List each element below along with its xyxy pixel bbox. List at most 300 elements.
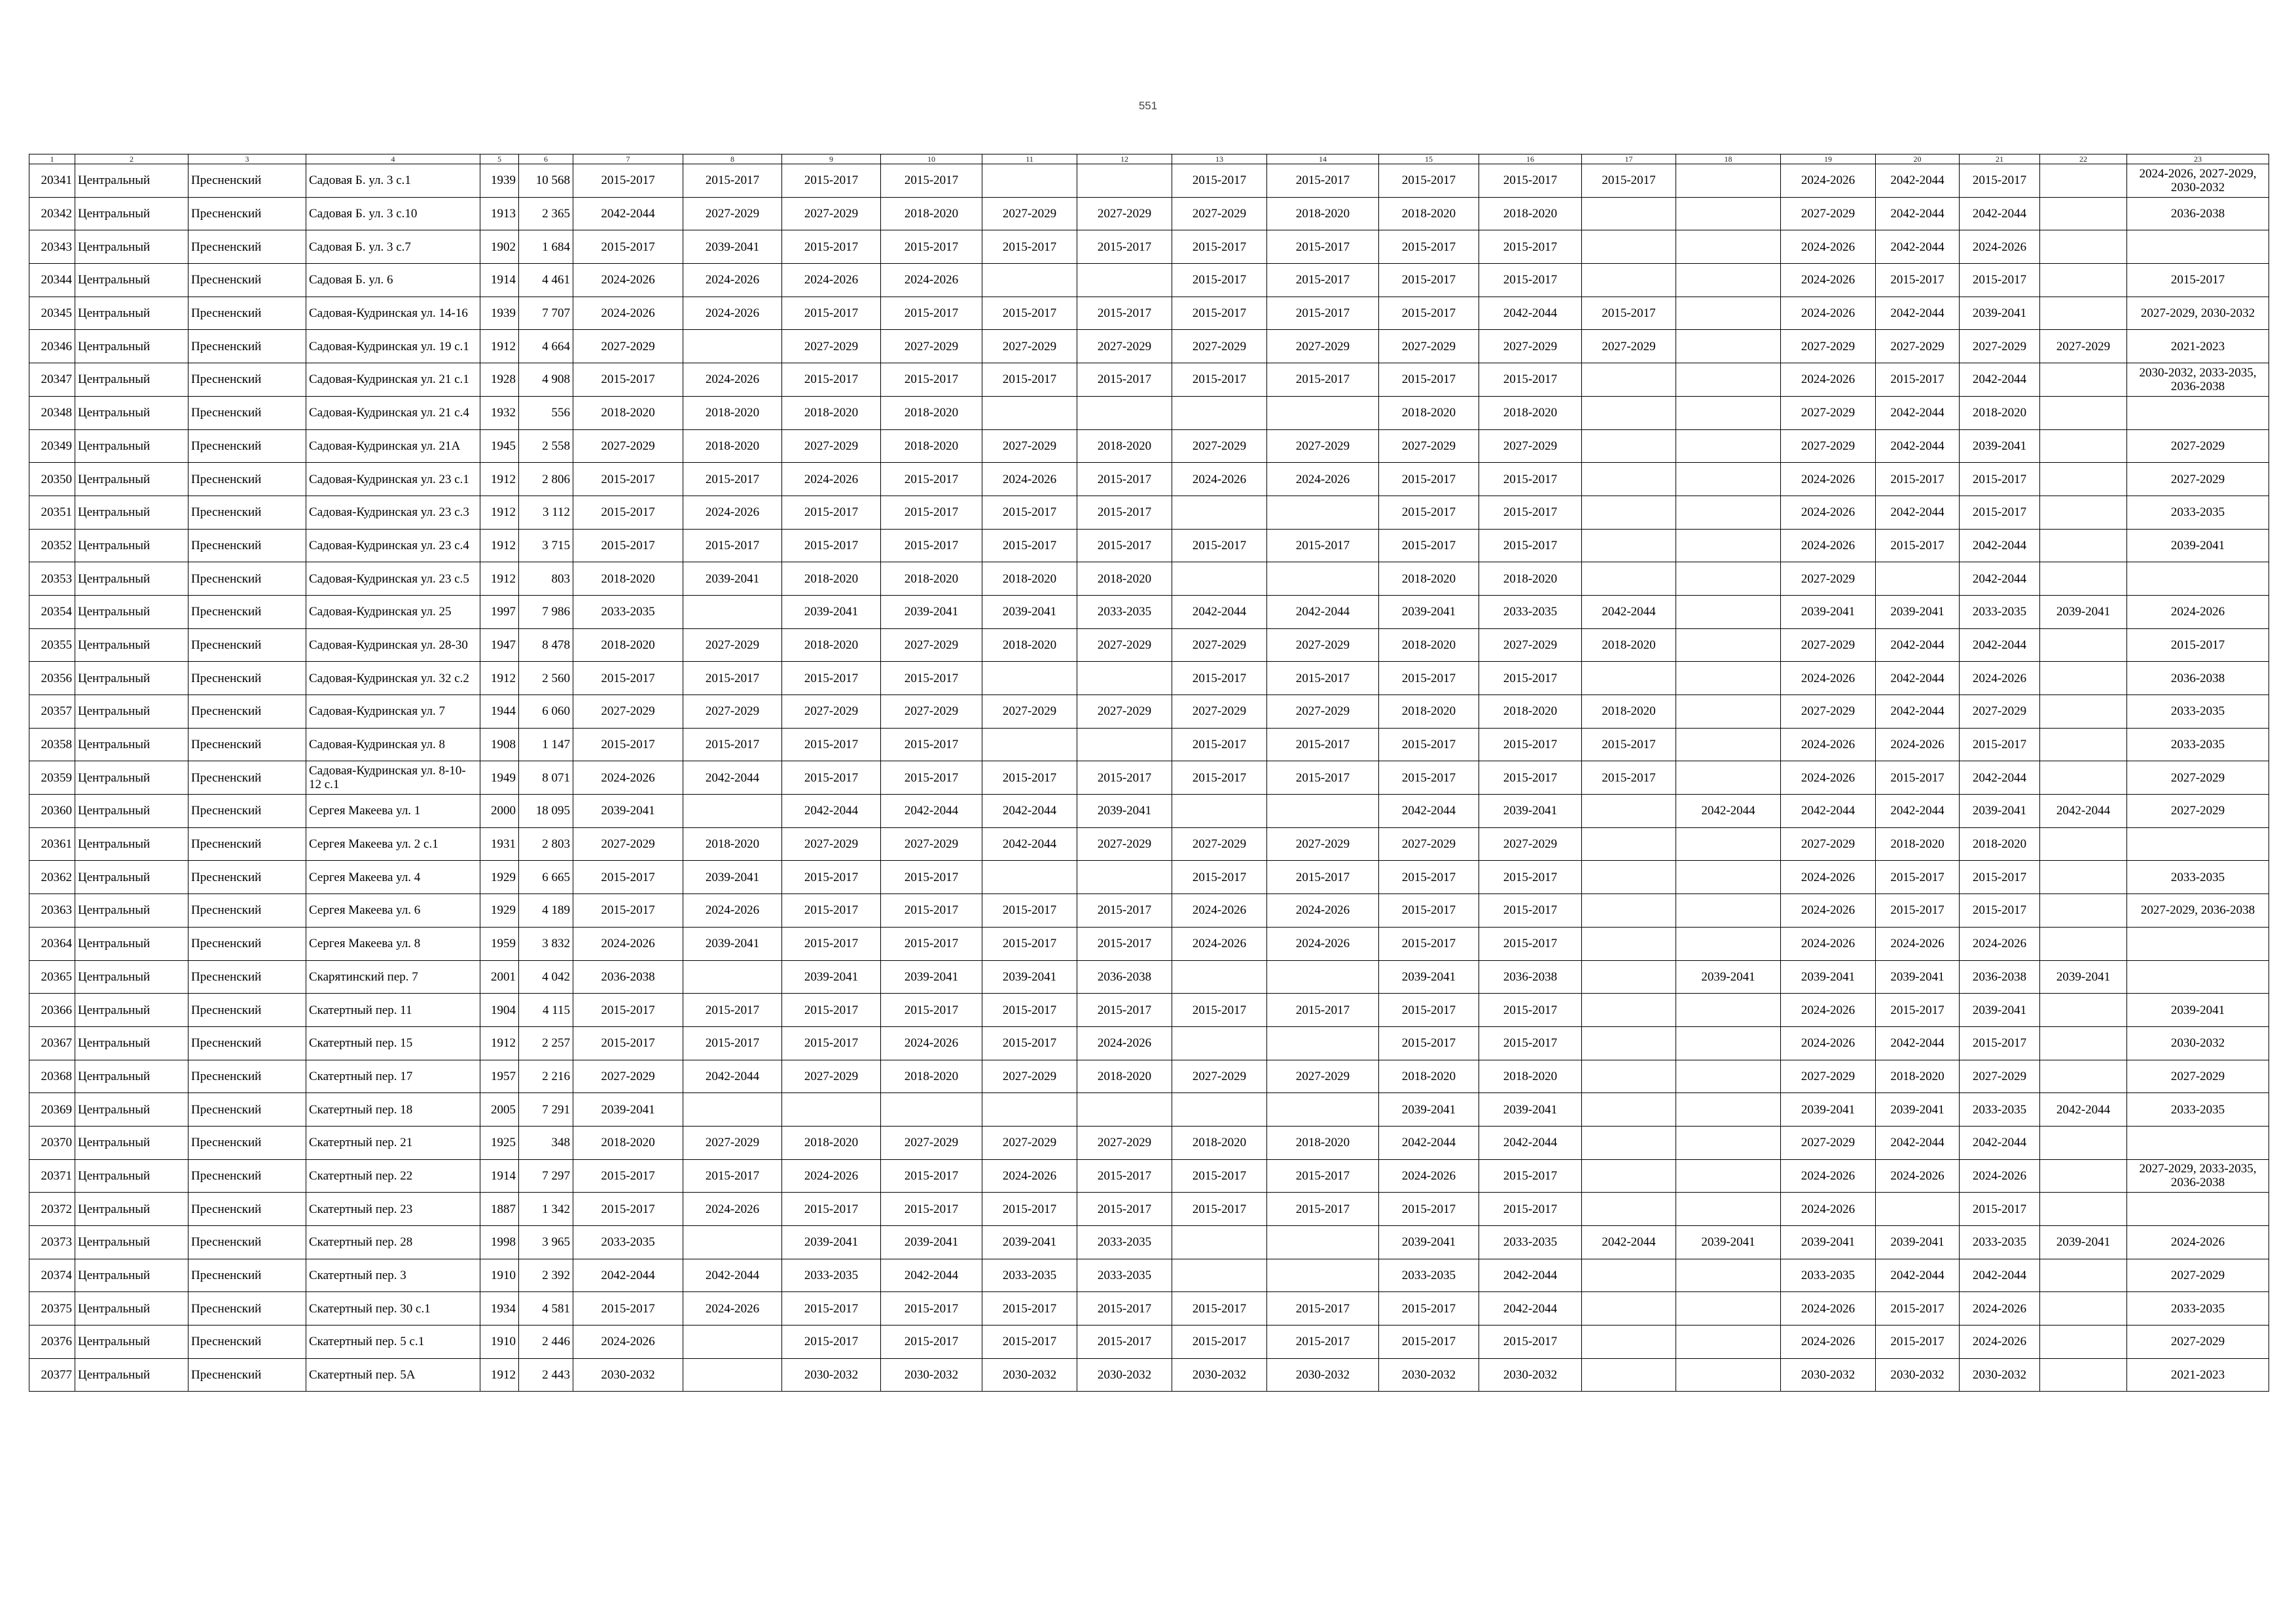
table-cell [1172, 1226, 1267, 1259]
table-cell: 2015-2017 [1172, 297, 1267, 330]
table-cell: 2015-2017 [881, 728, 982, 761]
table-cell: 2015-2017 [1172, 164, 1267, 198]
table-cell: 2024-2026 [982, 463, 1077, 496]
table-cell: Скатертный пер. 21 [306, 1126, 480, 1159]
table-cell [2127, 1126, 2269, 1159]
table-cell: 2027-2029 [573, 827, 683, 861]
table-cell [1676, 363, 1781, 397]
table-cell [2040, 396, 2127, 429]
table-cell [1267, 795, 1379, 828]
table-cell: 2018-2020 [1479, 1060, 1582, 1093]
table-cell: 2027-2029 [1267, 628, 1379, 662]
table-cell: 2015-2017 [1077, 496, 1172, 529]
table-cell: 2033-2035 [1379, 1259, 1479, 1292]
table-cell: Садовая-Кудринская ул. 7 [306, 695, 480, 729]
table-cell: 2 446 [519, 1326, 573, 1359]
table-cell: 2015-2017 [1077, 1193, 1172, 1226]
column-number-7: 7 [573, 154, 683, 164]
table-cell: Пресненский [188, 197, 306, 230]
table-cell: Пресненский [188, 230, 306, 264]
table-cell: 2018-2020 [1876, 1060, 1960, 1093]
table-cell: Садовая-Кудринская ул. 23 с.1 [306, 463, 480, 496]
table-cell: 2027-2029 [1077, 827, 1172, 861]
table-cell [2040, 562, 2127, 596]
table-cell: 2039-2041 [782, 595, 881, 628]
table-cell: 2042-2044 [1876, 662, 1960, 695]
table-cell: Пресненский [188, 496, 306, 529]
table-cell: 2015-2017 [1379, 728, 1479, 761]
table-cell: 2033-2035 [982, 1259, 1077, 1292]
table-cell: Центральный [75, 628, 188, 662]
table-cell: 2018-2020 [881, 429, 982, 463]
table-cell: 2015-2017 [1479, 1326, 1582, 1359]
table-cell: 2024-2026 [683, 1193, 782, 1226]
table-cell: 2027-2029 [1077, 695, 1172, 729]
table-cell: 2015-2017 [573, 463, 683, 496]
table-cell: 2042-2044 [1876, 230, 1960, 264]
table-cell: 20346 [29, 330, 75, 363]
table-cell [2040, 662, 2127, 695]
table-cell: 2015-2017 [1479, 861, 1582, 894]
table-cell: 2042-2044 [1582, 1226, 1676, 1259]
table-cell: 2024-2026 [1876, 1159, 1960, 1193]
table-cell: 2015-2017 [573, 496, 683, 529]
table-cell: 2015-2017 [881, 463, 982, 496]
table-cell: 2015-2017 [881, 927, 982, 960]
table-cell: 2042-2044 [1876, 795, 1960, 828]
table-cell [1676, 628, 1781, 662]
table-cell: 7 297 [519, 1159, 573, 1193]
table-cell: 4 461 [519, 264, 573, 297]
table-cell [1582, 1259, 1676, 1292]
table-cell: 2039-2041 [573, 795, 683, 828]
table-cell: Центральный [75, 595, 188, 628]
table-cell: 1929 [480, 894, 519, 928]
table-cell: 4 115 [519, 994, 573, 1027]
table-cell: 2027-2029 [1077, 197, 1172, 230]
table-cell: Скатертный пер. 5 с.1 [306, 1326, 480, 1359]
table-cell [2040, 230, 2127, 264]
table-cell: 2015-2017 [1077, 463, 1172, 496]
table-cell: Садовая-Кудринская ул. 28-30 [306, 628, 480, 662]
table-cell: 2015-2017 [1479, 894, 1582, 928]
table-row [29, 264, 2269, 297]
table-cell: 2015-2017 [881, 1326, 982, 1359]
table-cell: 2033-2035 [573, 595, 683, 628]
table-cell: 3 965 [519, 1226, 573, 1259]
table-cell: 6 060 [519, 695, 573, 729]
table-cell: 2042-2044 [1479, 1292, 1582, 1326]
table-cell: 1912 [480, 562, 519, 596]
table-cell [2040, 861, 2127, 894]
table-cell [1676, 396, 1781, 429]
table-cell: 20348 [29, 396, 75, 429]
table-cell: 2033-2035 [2127, 861, 2269, 894]
table-cell: 2042-2044 [573, 1259, 683, 1292]
table-cell [2040, 1358, 2127, 1392]
table-cell: 2015-2017 [573, 894, 683, 928]
column-number-3: 3 [188, 154, 306, 164]
table-cell: 2042-2044 [1960, 761, 2040, 795]
column-number-21: 21 [1960, 154, 2040, 164]
table-cell: 1914 [480, 264, 519, 297]
table-cell: 2039-2041 [881, 960, 982, 994]
table-cell: 2024-2026 [1781, 264, 1876, 297]
table-cell [1676, 827, 1781, 861]
table-cell: 2039-2041 [1379, 595, 1479, 628]
table-cell: 2018-2020 [1172, 1126, 1267, 1159]
table-cell: 2018-2020 [782, 396, 881, 429]
table-cell: 2015-2017 [982, 363, 1077, 397]
table-cell [1676, 595, 1781, 628]
table-cell: 20341 [29, 164, 75, 198]
table-cell: 2018-2020 [1379, 628, 1479, 662]
table-cell: Садовая-Кудринская ул. 23 с.3 [306, 496, 480, 529]
table-cell: 2024-2026 [1379, 1159, 1479, 1193]
table-cell [1077, 264, 1172, 297]
table-cell: 2015-2017 [1077, 761, 1172, 795]
table-cell [2040, 197, 2127, 230]
table-cell: 2015-2017 [982, 1193, 1077, 1226]
table-cell: 20349 [29, 429, 75, 463]
table-cell: 2018-2020 [1479, 396, 1582, 429]
table-cell: 2039-2041 [1960, 795, 2040, 828]
table-cell: 2018-2020 [573, 396, 683, 429]
table-cell: 348 [519, 1126, 573, 1159]
table-cell: 2015-2017 [782, 529, 881, 562]
table-cell: Скатертный пер. 3 [306, 1259, 480, 1292]
table-cell: 2027-2029 [1172, 197, 1267, 230]
table-cell: Скатертный пер. 15 [306, 1026, 480, 1060]
table-cell: Пресненский [188, 1358, 306, 1392]
table-cell: 2033-2035 [1077, 1226, 1172, 1259]
table-cell: Центральный [75, 562, 188, 596]
table-cell: 2039-2041 [1479, 1093, 1582, 1127]
column-number-9: 9 [782, 154, 881, 164]
table-cell [1077, 1093, 1172, 1127]
table-cell: 20371 [29, 1159, 75, 1193]
table-cell: Пресненский [188, 1159, 306, 1193]
table-cell: Пресненский [188, 164, 306, 198]
table-cell: Пресненский [188, 695, 306, 729]
table-cell: 2015-2017 [573, 1193, 683, 1226]
table-row [29, 463, 2269, 496]
table-cell: Садовая-Кудринская ул. 8 [306, 728, 480, 761]
table-cell: 2015-2017 [982, 927, 1077, 960]
table-cell: 2015-2017 [1267, 994, 1379, 1027]
table-cell [1582, 1193, 1676, 1226]
table-cell [2040, 761, 2127, 795]
table-cell: Скатертный пер. 11 [306, 994, 480, 1027]
table-cell: 2042-2044 [1676, 795, 1781, 828]
table-cell: 2024-2026 [683, 1292, 782, 1326]
table-cell [2040, 1193, 2127, 1226]
table-cell: 2015-2017 [982, 994, 1077, 1027]
table-cell: 2024-2026 [782, 463, 881, 496]
table-cell: 20362 [29, 861, 75, 894]
table-cell [1676, 1026, 1781, 1060]
table-cell: 2039-2041 [2040, 960, 2127, 994]
table-cell: 2036-2038 [2127, 197, 2269, 230]
table-cell: 1910 [480, 1326, 519, 1359]
table-cell: 2018-2020 [683, 396, 782, 429]
table-cell [1077, 728, 1172, 761]
table-cell: 2015-2017 [573, 363, 683, 397]
table-cell [1267, 496, 1379, 529]
table-cell: Пресненский [188, 994, 306, 1027]
table-cell: Центральный [75, 363, 188, 397]
table-cell [2127, 827, 2269, 861]
table-cell [982, 728, 1077, 761]
table-cell [2040, 363, 2127, 397]
table-cell: 2015-2017 [1077, 1326, 1172, 1359]
table-cell [982, 396, 1077, 429]
column-number-13: 13 [1172, 154, 1267, 164]
table-cell: 20366 [29, 994, 75, 1027]
table-cell: 2015-2017 [1172, 994, 1267, 1027]
column-number-11: 11 [982, 154, 1077, 164]
table-cell: 2015-2017 [1172, 761, 1267, 795]
table-cell [1676, 1292, 1781, 1326]
table-cell: 2015-2017 [1172, 529, 1267, 562]
table-cell: Садовая-Кудринская ул. 25 [306, 595, 480, 628]
table-cell: 2015-2017 [1379, 1193, 1479, 1226]
table-cell: Пресненский [188, 1093, 306, 1127]
table-cell: 2030-2032 [1960, 1358, 2040, 1392]
table-cell [1582, 927, 1676, 960]
table-cell: 2042-2044 [1876, 1126, 1960, 1159]
table-cell: Пресненский [188, 1259, 306, 1292]
column-number-10: 10 [881, 154, 982, 164]
table-cell: 2015-2017 [1479, 496, 1582, 529]
column-number-22: 22 [2040, 154, 2127, 164]
table-cell [1582, 1060, 1676, 1093]
table-cell [1582, 264, 1676, 297]
table-cell: 2030-2032 [1479, 1358, 1582, 1392]
table-cell: 2015-2017 [1379, 1292, 1479, 1326]
table-cell: 20369 [29, 1093, 75, 1127]
table-cell: 20370 [29, 1126, 75, 1159]
table-cell [1676, 662, 1781, 695]
table-cell: 1910 [480, 1259, 519, 1292]
table-cell: 2042-2044 [683, 761, 782, 795]
table-cell: 2015-2017 [1172, 861, 1267, 894]
table-row [29, 695, 2269, 729]
table-cell: 2015-2017 [782, 927, 881, 960]
table-cell: 2015-2017 [1077, 927, 1172, 960]
table-cell: 2039-2041 [1960, 429, 2040, 463]
table-cell: 2015-2017 [1960, 728, 2040, 761]
table-cell: 2042-2044 [1876, 1026, 1960, 1060]
table-cell: 2015-2017 [1267, 728, 1379, 761]
table-cell: 2015-2017 [1379, 297, 1479, 330]
table-cell: 2024-2026 [1781, 728, 1876, 761]
table-cell: 2015-2017 [782, 728, 881, 761]
table-cell: 1914 [480, 1159, 519, 1193]
table-cell: 2027-2029, 2030-2032 [2127, 297, 2269, 330]
table-cell: 2033-2035 [782, 1259, 881, 1292]
table-cell: 2027-2029 [1479, 827, 1582, 861]
table-cell: 2027-2029 [1781, 197, 1876, 230]
table-cell [1676, 264, 1781, 297]
table-cell: 2027-2029 [782, 827, 881, 861]
table-cell: 2015-2017 [683, 529, 782, 562]
table-cell: 1912 [480, 662, 519, 695]
table-cell: Скарятинский пер. 7 [306, 960, 480, 994]
table-cell: Скатертный пер. 5А [306, 1358, 480, 1392]
table-cell: 2015-2017 [1172, 1193, 1267, 1226]
table-cell: 2024-2026 [1267, 463, 1379, 496]
table-cell: 2030-2032 [1379, 1358, 1479, 1392]
table-body [29, 164, 2269, 1392]
table-cell: 2024-2026 [1781, 363, 1876, 397]
table-cell: 2015-2017 [1479, 1193, 1582, 1226]
table-cell: 2027-2029 [683, 1126, 782, 1159]
table-cell: 803 [519, 562, 573, 596]
table-cell [1676, 330, 1781, 363]
table-cell: 2027-2029 [1781, 562, 1876, 596]
table-cell: Пресненский [188, 1026, 306, 1060]
table-cell: 2015-2017 [1379, 230, 1479, 264]
table-cell: Центральный [75, 728, 188, 761]
table-cell: 2018-2020 [881, 396, 982, 429]
table-cell: Центральный [75, 1159, 188, 1193]
table-cell: 2015-2017 [881, 761, 982, 795]
table-cell: 2024-2026 [1267, 927, 1379, 960]
table-cell: 2015-2017 [782, 1326, 881, 1359]
table-cell [1676, 994, 1781, 1027]
table-cell: 2 560 [519, 662, 573, 695]
table-cell: 2027-2029 [1781, 1060, 1876, 1093]
table-cell [1582, 960, 1676, 994]
table-cell: 2042-2044 [1876, 297, 1960, 330]
table-row [29, 1060, 2269, 1093]
table-cell: 1947 [480, 628, 519, 662]
table-cell: 2036-2038 [1960, 960, 2040, 994]
table-cell: Скатертный пер. 22 [306, 1159, 480, 1193]
table-cell [2040, 429, 2127, 463]
table-cell: 2024-2026, 2027-2029, 2030-2032 [2127, 164, 2269, 198]
table-cell: 2024-2026 [1781, 496, 1876, 529]
table-cell: 4 664 [519, 330, 573, 363]
table-cell: 2015-2017 [881, 662, 982, 695]
table-cell [2040, 1326, 2127, 1359]
table-cell: Садовая-Кудринская ул. 21 с.1 [306, 363, 480, 397]
table-cell: 2018-2020 [1379, 562, 1479, 596]
table-cell: 2015-2017 [1876, 761, 1960, 795]
table-cell: 2015-2017 [1267, 1193, 1379, 1226]
table-cell [1077, 662, 1172, 695]
table-cell: 1998 [480, 1226, 519, 1259]
table-cell: 2039-2041 [982, 960, 1077, 994]
table-cell [881, 1093, 982, 1127]
table-cell: 2027-2029 [2127, 463, 2269, 496]
table-cell [1676, 496, 1781, 529]
table-cell: 2036-2038 [2127, 662, 2269, 695]
table-row [29, 1358, 2269, 1392]
table-row [29, 1126, 2269, 1159]
table-cell: Пресненский [188, 894, 306, 928]
table-cell: 1944 [480, 695, 519, 729]
table-cell: 2015-2017 [782, 230, 881, 264]
table-cell [683, 795, 782, 828]
table-cell: 1904 [480, 994, 519, 1027]
table-cell: Пресненский [188, 1326, 306, 1359]
column-number-row [29, 154, 2269, 164]
table-cell: Центральный [75, 463, 188, 496]
table-row [29, 927, 2269, 960]
table-cell: 2 216 [519, 1060, 573, 1093]
table-cell: 2015-2017 [1077, 894, 1172, 928]
table-cell: 2042-2044 [573, 197, 683, 230]
table-cell: 2030-2032 [1077, 1358, 1172, 1392]
table-cell: 2033-2035 [2127, 695, 2269, 729]
table-cell [1676, 1259, 1781, 1292]
table-cell: 2018-2020 [1479, 695, 1582, 729]
table-cell: 2027-2029 [1267, 1060, 1379, 1093]
table-cell: 2018-2020 [782, 1126, 881, 1159]
table-cell: 2042-2044 [1479, 1126, 1582, 1159]
table-cell: 2024-2026 [1781, 1026, 1876, 1060]
table-cell [2040, 927, 2127, 960]
table-cell: 2015-2017 [1876, 363, 1960, 397]
table-cell: 2027-2029 [1876, 330, 1960, 363]
table-cell: Центральный [75, 264, 188, 297]
table-cell: 2 257 [519, 1026, 573, 1060]
table-cell [2040, 164, 2127, 198]
table-cell [1077, 861, 1172, 894]
table-cell [1582, 463, 1676, 496]
table-cell: 2015-2017 [1379, 1026, 1479, 1060]
table-cell: 2018-2020 [1379, 197, 1479, 230]
table-cell: 1912 [480, 463, 519, 496]
table-cell: Центральный [75, 396, 188, 429]
table-cell: 2042-2044 [1960, 1126, 2040, 1159]
table-cell: 2024-2026 [1781, 662, 1876, 695]
table-cell [1676, 1326, 1781, 1359]
table-cell: 2027-2029 [1960, 1060, 2040, 1093]
table-cell: 2027-2029 [2127, 1060, 2269, 1093]
table-cell: 2027-2029 [1479, 330, 1582, 363]
table-cell: 2027-2029 [881, 628, 982, 662]
table-cell [1676, 927, 1781, 960]
table-cell: Центральный [75, 330, 188, 363]
table-cell: 2015-2017 [1479, 761, 1582, 795]
table-cell: 2039-2041 [1876, 960, 1960, 994]
table-cell: 2042-2044 [1960, 363, 2040, 397]
table-cell: 2042-2044 [1960, 628, 2040, 662]
table-cell: 2015-2017 [1379, 894, 1479, 928]
table-cell [683, 1093, 782, 1127]
table-cell: 2042-2044 [1172, 595, 1267, 628]
table-cell: Центральный [75, 894, 188, 928]
table-cell: 2027-2029 [2127, 795, 2269, 828]
table-cell: 2015-2017 [881, 994, 982, 1027]
table-cell [1267, 1026, 1379, 1060]
table-cell: 2015-2017 [1267, 363, 1379, 397]
table-cell: 2015-2017 [1582, 297, 1676, 330]
table-cell: 2027-2029 [1781, 695, 1876, 729]
column-number-18: 18 [1676, 154, 1781, 164]
table-cell: 2015-2017 [1960, 894, 2040, 928]
table-cell: 2015-2017 [782, 1026, 881, 1060]
table-cell: 2024-2026 [1077, 1026, 1172, 1060]
table-cell [782, 1093, 881, 1127]
table-cell: 2024-2026 [1960, 1159, 2040, 1193]
table-cell: 20360 [29, 795, 75, 828]
table-cell: 2042-2044 [1876, 429, 1960, 463]
table-cell: 2015-2017 [1876, 994, 1960, 1027]
